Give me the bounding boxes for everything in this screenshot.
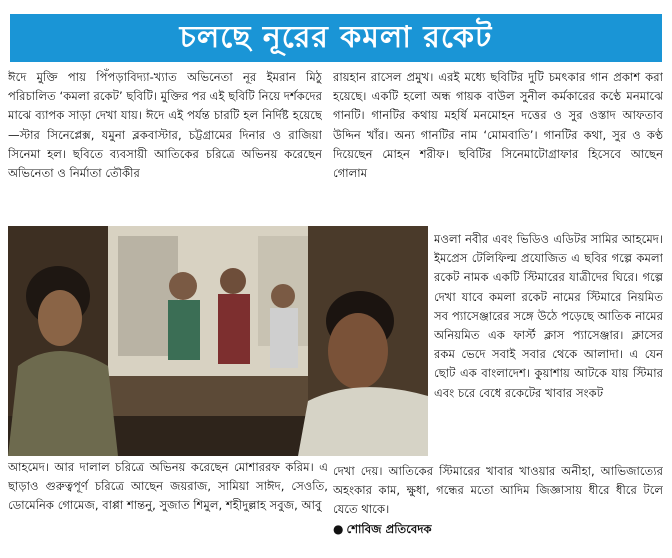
article-column-right-mid — [434, 230, 663, 462]
paragraph-ending: দেখা দেয়। আতিকের স্টিমারের খাবার খাওয়ার অনীহা, আভিজাত্যের অহংকার কাম, ক্ষুধা, গন্ধের মতো আদিম জিজ্ঞাসায় ধীরে ধীরে টলে যেতে থাকে। — [333, 464, 663, 517]
paragraph-story: মওলা নবীর এবং ভিডিও এডিটর সামির আহমেদ। ইমপ্রেস টেলিফিল্ম প্রযোজিত এ ছবির গল্পে কমলা রকেট নামক একটি স্টিমারের যাত্রীদের ঘিরে। গল্পে দেখা যাবে কমলা রকেট নামের স্টিমারে নিয়মিত সব প্যাসেঞ্জারের সঙ্গে উঠে পড়েছে আতিক নামের অনিয়মিত এক ফার্স্ট ক্লাস প্যাসেঞ্জার। ক্লাসের রকম ভেদে সবাই সবার থেকে আলাদা। এ যেন ছোট এক বাংলাদেশ। কুয়াশায় আটকে যায় স্টিমার এবং চরে বেধে রকেটের খাবার সংকট — [434, 232, 663, 400]
headline-bar — [10, 14, 662, 62]
article-column-left-top — [8, 68, 322, 216]
paragraph-songs: রায়হান রাসেল প্রমুখ। এরই মধ্যে ছবিটির দুটি চমৎকার গান প্রকাশ করা হয়েছে। একটি হলো অন্ধ গায়ক বাউল সুনীল কর্মকারের কণ্ঠে মনমাঝে গানটি। গানটির কথায় মহর্ষি মনমোহন দত্তের ও সুর ওস্তাদ আফতাব উদ্দিন খাঁর। অন্য গানটির নাম ‘মোমবাতি’। গানটির কথা, সুর ও কণ্ঠ দিয়েছেন মোহন শরীফ। ছবিটির সিনেমাটোগ্রাফার হিসেবে আছেন গোলাম — [333, 70, 663, 181]
paragraph-intro: ঈদে মুক্তি পায় পিঁপড়াবিদ্যা-খ্যাত অভিনেতা নূর ইমরান মিঠু পরিচালিত ‘কমলা রকেট’ ছবিটি। মুক্তির পর এই ছবিটি নিয়ে দর্শকদের মাঝে ব্যাপক সাড়া দেখা যায়। ঈদে এই পর্যন্ত চারটি হল নির্দিষ্ট হয়েছে—স্টার সিনেপ্লেক্স, যমুনা ব্লকবাস্টার, চট্টগ্রামের দিনার ও রাজিয়া সিনেমা হল। ছবিতে ব্যবসায়ী আতিকের চরিত্রে অভিনয় করেছেন অভিনেতা ও নির্মাতা তৌকীর — [8, 70, 322, 181]
paragraph-cast: আহমেদ। আর দালাল চরিত্রে অভিনয় করেছেন মোশাররফ করিম। এ ছাড়াও গুরুত্বপূর্ণ চরিত্রে আছেন জয়রাজ, সামিয়া সাঈদ, সেওতি, ডোমেনিক গোমেজ, বাপ্পা শান্তনু, সুজাত শিমুল, শহীদুল্লাহ সবুজ, আবু — [8, 460, 328, 513]
byline — [333, 520, 663, 539]
byline-text: শোবিজ প্রতিবেদক — [346, 521, 432, 536]
article-column-bottom-left — [8, 458, 328, 554]
headline-banner — [0, 0, 672, 64]
film-still-image — [8, 226, 428, 456]
film-still-photo — [8, 226, 428, 456]
article-column-bottom-right — [333, 462, 663, 558]
article-column-right-top — [333, 68, 663, 232]
headline: চলছে নূরের কমলা রকেট — [179, 19, 493, 55]
byline-bullet-icon: ● — [333, 521, 344, 536]
